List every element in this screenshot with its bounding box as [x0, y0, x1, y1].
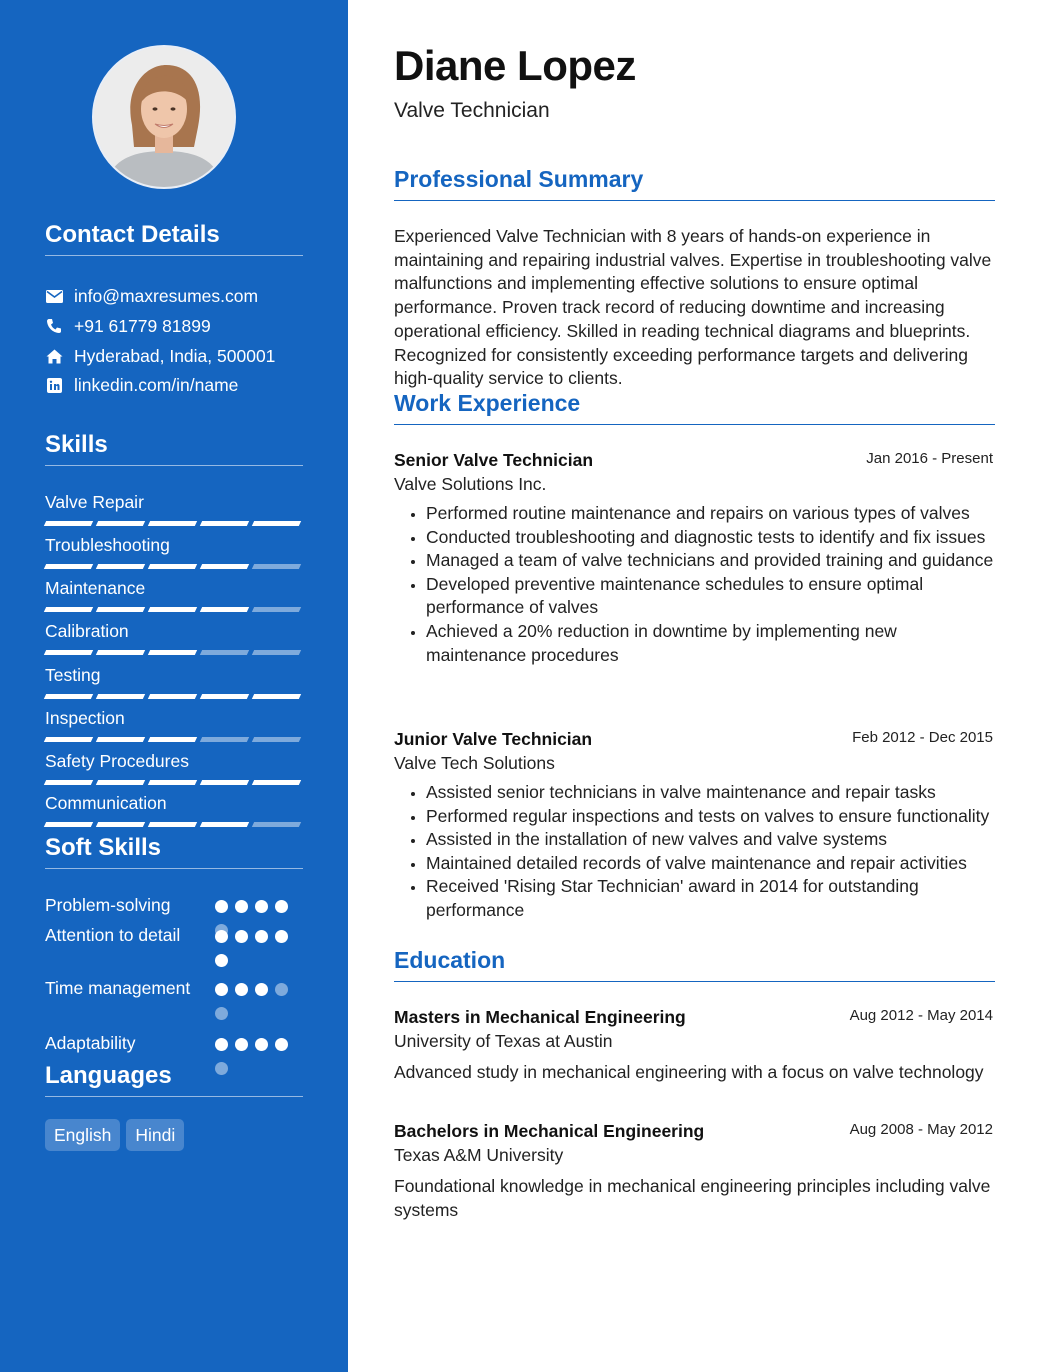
- rating-segment: [252, 822, 301, 827]
- languages-heading: Languages: [45, 1062, 303, 1097]
- skill-name: Troubleshooting: [45, 535, 170, 555]
- rating-segment: [200, 650, 249, 655]
- language-tag: English: [45, 1119, 120, 1151]
- job-bullets: [394, 781, 995, 923]
- rating-segment: [44, 694, 93, 699]
- summary-heading: Professional Summary: [394, 166, 995, 201]
- rating-segment: [148, 521, 197, 526]
- skill-name: Testing: [45, 665, 101, 685]
- rating-segment: [148, 737, 197, 742]
- rating-dot: [235, 930, 248, 943]
- rating-dot: [235, 983, 248, 996]
- rating-segment: [148, 607, 197, 612]
- skill-name: Maintenance: [45, 578, 146, 598]
- rating-segment: [96, 694, 145, 699]
- rating-dot: [255, 900, 268, 913]
- rating-segment: [252, 694, 301, 699]
- job-bullet: • Assisted in the installation of new valves and valve systems: [426, 828, 995, 852]
- skills-heading: Skills: [45, 431, 303, 466]
- rating-dot: [275, 900, 288, 913]
- rating-dot: [235, 1038, 248, 1051]
- rating-segment: [200, 521, 249, 526]
- rating-segment: [252, 737, 301, 742]
- summary-text: Experienced Valve Technician with 8 years of hands-on experience in maintaining and repairing industrial valves. Expertise in troubleshooting valve malfunctions and implementing effective solutions to ensure optimal performance. Proven track record of reducing downtime and increasing operational efficiency. Skilled in reading technical diagrams and blueprints. Recognized for consistently exceeding performance targets and delivering high-quality service to clients.: [394, 226, 992, 389]
- rating-segment: [200, 694, 249, 699]
- language-tag: Hindi: [126, 1119, 184, 1151]
- degree-title: Masters in Mechanical Engineering: [394, 1007, 686, 1027]
- skill-item: [45, 707, 303, 742]
- job-bullet: • Received 'Rising Star Technician' award in 2014 for outstanding performance: [426, 875, 995, 922]
- skill-item: [45, 577, 303, 612]
- experience-heading: Work Experience: [394, 390, 995, 425]
- rating-segment: [44, 737, 93, 742]
- rating-segment: [252, 564, 301, 569]
- job-title: Valve Technician: [394, 99, 550, 122]
- job-entry: [394, 727, 995, 923]
- skill-rating-bar: [45, 694, 303, 699]
- job-bullet: • Assisted senior technicians in valve maintenance and repair tasks: [426, 781, 995, 805]
- job-bullet: • Performed routine maintenance and repairs on various types of valves: [426, 502, 995, 526]
- degree-title: Bachelors in Mechanical Engineering: [394, 1121, 705, 1141]
- rating-segment: [148, 694, 197, 699]
- rating-segment: [44, 607, 93, 612]
- rating-segment: [44, 521, 93, 526]
- contact-address-text: Hyderabad, India, 500001: [74, 345, 276, 366]
- phone-icon: [45, 317, 63, 335]
- skill-item: [45, 664, 303, 699]
- rating-segment: [148, 650, 197, 655]
- rating-dot: [215, 1007, 228, 1020]
- sidebar: [0, 0, 348, 1372]
- rating-segment: [44, 780, 93, 785]
- job-company: Valve Tech Solutions: [394, 753, 555, 773]
- rating-segment: [96, 564, 145, 569]
- skill-name: Safety Procedures: [45, 751, 189, 771]
- rating-segment: [200, 822, 249, 827]
- contact-address: [45, 345, 275, 367]
- rating-segment: [44, 822, 93, 827]
- job-bullet: • Managed a team of valve technicians and provided training and guidance: [426, 549, 995, 573]
- job-bullet: • Developed preventive maintenance schedules to ensure optimal performance of valves: [426, 573, 995, 620]
- rating-dot: [255, 983, 268, 996]
- rating-segment: [252, 650, 301, 655]
- job-role-title: Senior Valve Technician: [394, 450, 594, 470]
- rating-dot: [215, 930, 228, 943]
- rating-dot: [215, 954, 228, 967]
- skill-rating-bar: [45, 650, 303, 655]
- school-name: University of Texas at Austin: [394, 1031, 613, 1051]
- skill-item: [45, 534, 303, 569]
- rating-segment: [200, 737, 249, 742]
- rating-segment: [96, 780, 145, 785]
- skill-rating-bar: [45, 780, 303, 785]
- job-dates: Feb 2012 - Dec 2015: [852, 729, 993, 746]
- rating-segment: [200, 607, 249, 612]
- education-entry: [394, 1119, 995, 1222]
- skill-rating-bar: [45, 564, 303, 569]
- skill-rating-bar: [45, 822, 303, 827]
- education-heading: Education: [394, 947, 995, 982]
- linkedin-icon: [45, 376, 63, 394]
- skill-rating-bar: [45, 521, 303, 526]
- rating-dot: [235, 900, 248, 913]
- skill-item: [45, 620, 303, 655]
- rating-segment: [96, 650, 145, 655]
- skill-item: [45, 491, 303, 526]
- job-bullet: • Conducted troubleshooting and diagnostic tests to identify and fix issues: [426, 526, 995, 550]
- rating-dot: [255, 930, 268, 943]
- rating-dot: [215, 900, 228, 913]
- rating-segment: [96, 607, 145, 612]
- education-entry: [394, 1005, 995, 1084]
- home-icon: [45, 347, 63, 365]
- contact-email-text: info@maxresumes.com: [74, 285, 259, 306]
- contact-linkedin[interactable]: [45, 374, 238, 396]
- skill-rating-bar: [45, 607, 303, 612]
- soft-skill-name: Attention to detail: [45, 925, 181, 945]
- skill-name: Inspection: [45, 708, 125, 728]
- rating-dot: [215, 983, 228, 996]
- skill-rating-bar: [45, 737, 303, 742]
- rating-dot: [255, 1038, 268, 1051]
- job-entry: [394, 448, 995, 667]
- education-description: Advanced study in mechanical engineering with a focus on valve technology: [394, 1062, 984, 1082]
- skill-name: Communication: [45, 793, 167, 813]
- rating-segment: [44, 650, 93, 655]
- rating-segment: [96, 521, 145, 526]
- rating-dot: [275, 983, 288, 996]
- rating-segment: [252, 521, 301, 526]
- job-bullet: • Performed regular inspections and tests on valves to ensure functionality: [426, 805, 995, 829]
- rating-segment: [148, 564, 197, 569]
- job-bullets: [394, 502, 995, 667]
- rating-segment: [200, 780, 249, 785]
- school-name: Texas A&M University: [394, 1145, 564, 1165]
- contact-email[interactable]: [45, 285, 258, 307]
- rating-segment: [96, 737, 145, 742]
- profile-photo: [94, 47, 234, 187]
- soft-skill-name: Adaptability: [45, 1033, 136, 1053]
- avatar: [92, 45, 236, 189]
- skill-name: Calibration: [45, 621, 129, 641]
- job-dates: Jan 2016 - Present: [866, 450, 993, 467]
- rating-dot: [275, 930, 288, 943]
- rating-segment: [252, 607, 301, 612]
- soft-skills-heading: Soft Skills: [45, 834, 303, 869]
- job-bullet: • Achieved a 20% reduction in downtime by implementing new maintenance procedures: [426, 620, 995, 667]
- contact-linkedin-text: linkedin.com/in/name: [74, 374, 239, 395]
- skill-item: [45, 750, 303, 785]
- soft-skill-rating: [215, 983, 295, 1020]
- contact-phone[interactable]: [45, 315, 211, 337]
- job-role-title: Junior Valve Technician: [394, 729, 593, 749]
- rating-segment: [96, 822, 145, 827]
- rating-dot: [215, 1038, 228, 1051]
- language-list: [45, 1119, 184, 1151]
- job-bullet: • Maintained detailed records of valve maintenance and repair activities: [426, 852, 995, 876]
- contact-heading: Contact Details: [45, 221, 303, 256]
- contact-phone-text: +91 61779 81899: [74, 315, 211, 336]
- rating-segment: [252, 780, 301, 785]
- soft-skill-name: Time management: [45, 978, 191, 998]
- candidate-name: Diane Lopez: [394, 42, 636, 89]
- rating-segment: [200, 564, 249, 569]
- rating-dot: [275, 1038, 288, 1051]
- education-dates: Aug 2012 - May 2014: [849, 1007, 993, 1024]
- rating-segment: [148, 780, 197, 785]
- skill-name: Valve Repair: [45, 492, 144, 512]
- job-company: Valve Solutions Inc.: [394, 474, 547, 494]
- envelope-icon: [45, 287, 63, 305]
- education-description: Foundational knowledge in mechanical engineering principles including valve systems: [394, 1176, 991, 1220]
- skill-item: [45, 792, 303, 827]
- soft-skill-name: Problem-solving: [45, 895, 171, 915]
- soft-skill-rating: [215, 930, 295, 967]
- rating-segment: [44, 564, 93, 569]
- education-dates: Aug 2008 - May 2012: [849, 1121, 993, 1138]
- rating-segment: [148, 822, 197, 827]
